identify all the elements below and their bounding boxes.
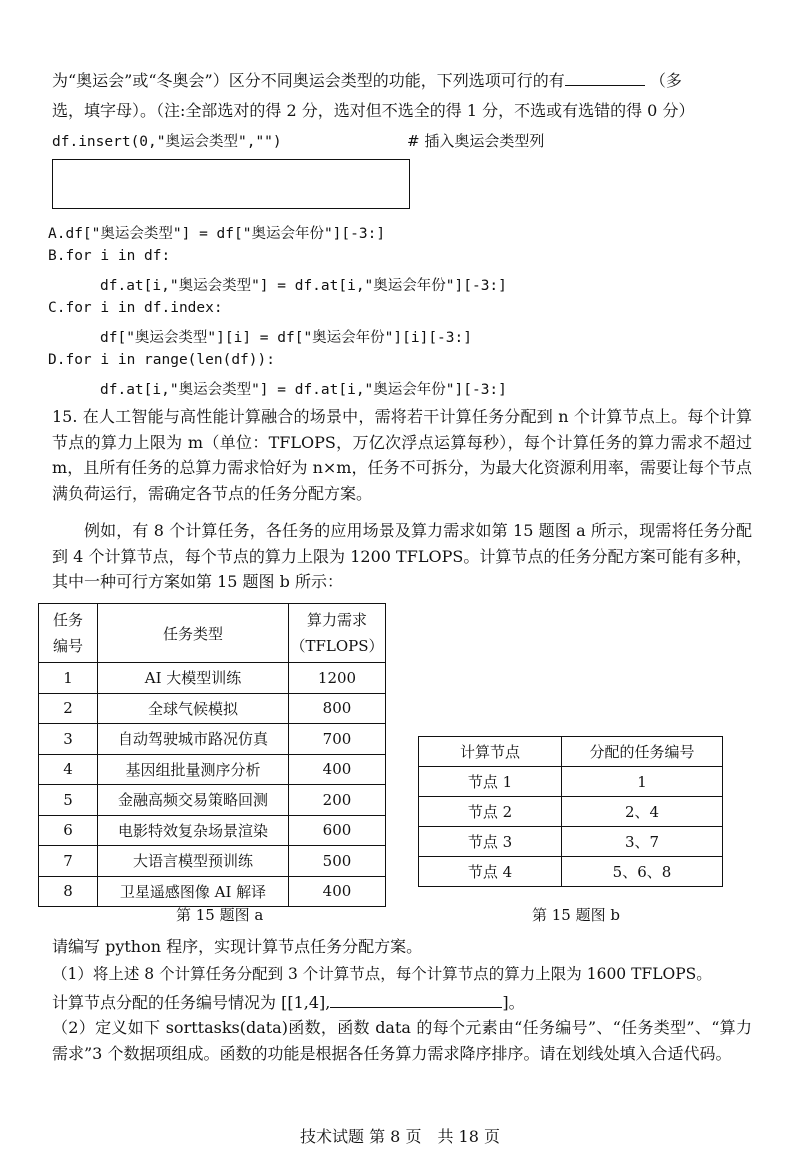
answer-blank[interactable] (565, 71, 645, 86)
code-insert-line (52, 130, 545, 151)
table-row: 2 全球气候模拟 800 (39, 693, 386, 724)
option-b-line1: B.for i in df: (48, 248, 171, 264)
option-d-line1: D.for i in range(len(df)): (48, 352, 275, 368)
header-compute-need: 算力需求 （TFLOPS） (289, 604, 386, 663)
q14-line1 (52, 68, 682, 91)
header-task-type: 任务类型 (98, 604, 289, 663)
caption-b: 第 15 题图 b (532, 906, 620, 924)
q14-line2: 选，填字母）。（注:全部选对的得 2 分，选对但不选全的得 1 分，不选或有选错的得 0 分） (52, 101, 695, 120)
allocation-table (418, 736, 723, 887)
option-c-line1: C.for i in df.index: (48, 300, 223, 316)
table-row: 5 金融高频交易策略回测 200 (39, 785, 386, 816)
table-row: 节点 1 1 (419, 767, 723, 797)
table-row: 3 自动驾驶城市路况仿真 700 (39, 724, 386, 755)
q15-example: 例如，有 8 个计算任务，各任务的应用场景及算力需求如第 15 题图 a 所示，现需将任务分配到 4 个计算节点，每个节点的算力上限为 1200 TFLOPS。计算节点的任务分配方案可能有多种，其中一种可行方案如第 15 题图 b 所示： (52, 521, 752, 591)
part1-answer-blank[interactable] (330, 993, 502, 1008)
option-d-line2: df.at[i,"奥运会类型"] = df.at[i,"奥运会年份"][-3:] (100, 382, 507, 398)
q15-prompt: 请编写 python 程序，实现计算节点任务分配方案。 (52, 937, 423, 956)
table-row: 6 电影特效复杂场景渲染 600 (39, 815, 386, 846)
q14-line1-end: （多 (649, 71, 682, 90)
q15-part1-line2 (52, 990, 525, 1013)
answer-box[interactable] (52, 159, 410, 209)
code-comment: # 插入奥运会类型列 (407, 132, 545, 150)
table-row: 4 基因组批量测序分析 400 (39, 754, 386, 785)
page-footer: 技术试题 第 8 页 共 18 页 (300, 1127, 500, 1146)
table-row: 1 AI 大模型训练 1200 (39, 663, 386, 694)
part1-end: ]。 (502, 993, 525, 1012)
allocation-table-header (419, 737, 723, 767)
q15-part1-line1: （1）将上述 8 个计算任务分配到 3 个计算节点，每个计算节点的算力上限为 1600 TFLOPS。 (52, 965, 712, 983)
option-c-line2: df["奥运会类型"][i] = df["奥运会年份"][i][-3:] (100, 330, 472, 346)
table-row: 节点 4 5、6、8 (419, 857, 723, 887)
header-assigned-tasks: 分配的任务编号 (562, 737, 723, 767)
table-row: 7 大语言模型预训练 500 (39, 846, 386, 877)
task-table (38, 603, 386, 907)
header-node: 计算节点 (419, 737, 562, 767)
q15-intro: 15. 在人工智能与高性能计算融合的场景中，需将若干计算任务分配到 n 个计算节点上。每个计算节点的算力上限为 m（单位：TFLOPS，万亿次浮点运算每秒），每个计算任务的算力需求不超过 m，且所有任务的总算力需求恰好为 n×m，任务不可拆分，为最大化资源利用率，需要让每个节点满负荷运行，需确定各节点的任务分配方案。 (52, 407, 752, 503)
q14-line1-text: 为“奥运会”或“冬奥会”）区分不同奥运会类型的功能，下列选项可行的有 (52, 71, 565, 90)
code-insert: df.insert(0,"奥运会类型","") (52, 134, 282, 150)
header-task-id: 任务 编号 (39, 604, 98, 663)
table-row: 节点 2 2、4 (419, 797, 723, 827)
q15-part2: （2）定义如下 sorttasks(data)函数，函数 data 的每个元素由“任务编号”、“任务类型”、“算力需求”3 个数据项组成。函数的功能是根据各任务算力需求降序排序。请在划线处填入合适代码。 (52, 1018, 752, 1063)
option-a: A.df["奥运会类型"] = df["奥运会年份"][-3:] (48, 226, 386, 242)
table-row: 节点 3 3、7 (419, 827, 723, 857)
table-row: 8 卫星遥感图像 AI 解译 400 (39, 876, 386, 907)
task-table-header (39, 604, 386, 663)
part1-text: 计算节点分配的任务编号情况为 [[1,4], (52, 993, 331, 1012)
caption-a: 第 15 题图 a (176, 906, 264, 924)
option-b-line2: df.at[i,"奥运会类型"] = df.at[i,"奥运会年份"][-3:] (100, 278, 507, 294)
